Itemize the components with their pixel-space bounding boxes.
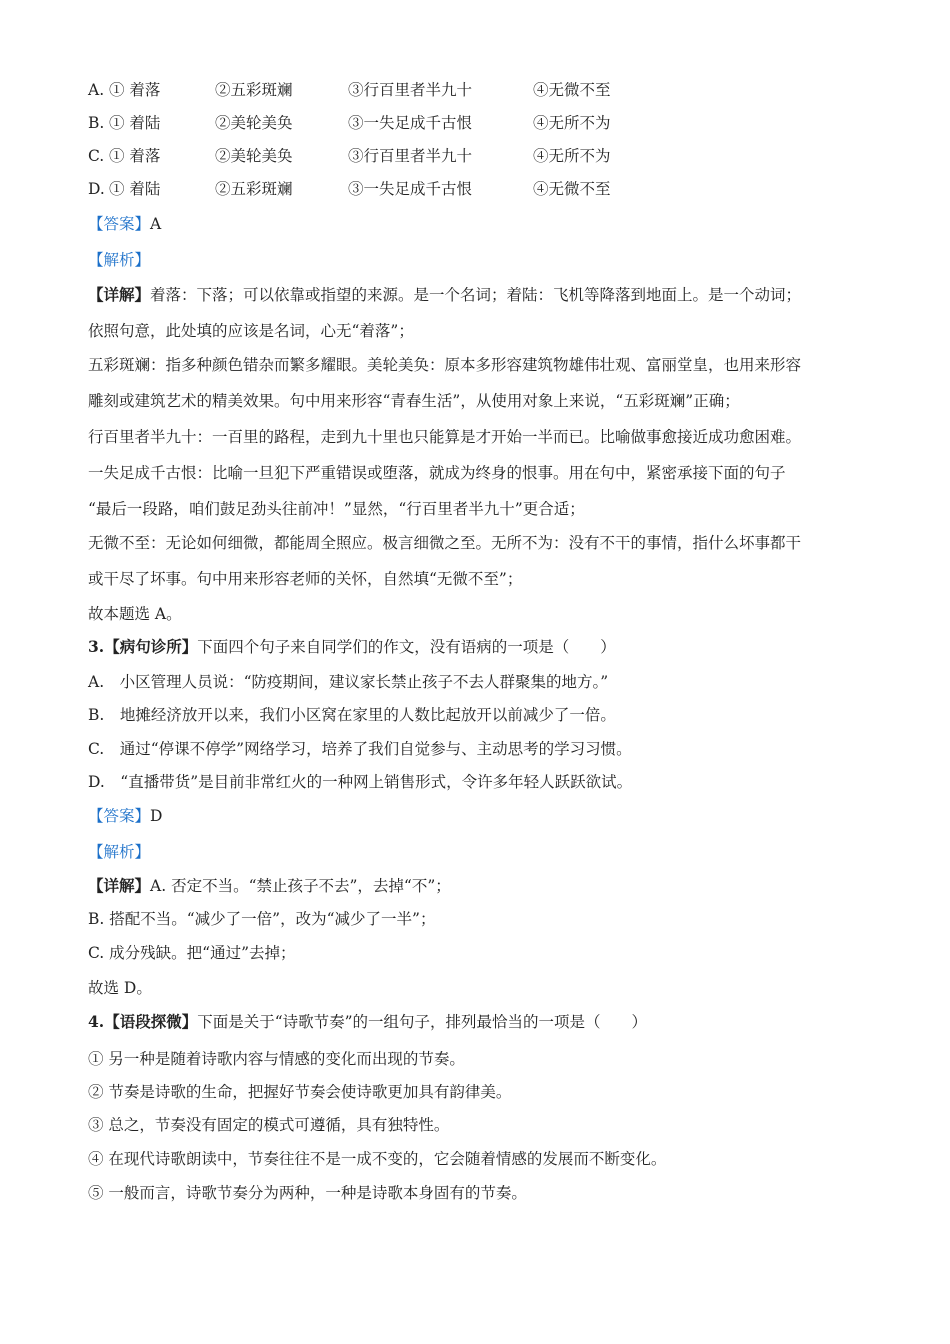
option-choice-1: ① 着落 <box>109 147 161 165</box>
option-choice-1: ① 着陆 <box>109 180 161 198</box>
option-choice-2: ②五彩斑斓 <box>215 81 293 99</box>
q2-detail-line-5: 行百里者半九十：一百里的路程，走到九十里也只能算是才开始一半而已。比喻做事愈接近成功愈困难。 <box>88 428 802 446</box>
q3-conclusion: 故选 D。 <box>88 979 152 997</box>
q3-detail-line-2: B. 搭配不当。“减少了一倍”，改为“减少了一半”； <box>88 910 436 928</box>
option-choice-4: ④无所不为 <box>533 114 611 132</box>
option-choice-1: ① 着落 <box>109 81 161 99</box>
option-choice-2: ②美轮美奂 <box>215 114 293 132</box>
q2-detail-line-2: 依照句意，此处填的应该是名词，心无“着落”； <box>88 322 414 340</box>
option-letter: B. <box>88 114 105 132</box>
q2-analysis-tag: 【解析】 <box>88 251 151 269</box>
option-letter: A. <box>88 81 105 99</box>
q3-analysis-tag: 【解析】 <box>88 843 151 861</box>
q4-sentence-1: ① 另一种是随着诗歌内容与情感的变化而出现的节奏。 <box>88 1050 465 1068</box>
question-tag: 【病句诊所】 <box>104 637 198 656</box>
option-choice-1: ① 着陆 <box>109 114 161 132</box>
q2-detail-line-9: 或干尽了坏事。句中用来形容老师的关怀，自然填“无微不至”； <box>88 570 523 588</box>
option-choice-3: ③一失足成千古恨 <box>348 114 473 132</box>
answer-tag: 【答案】 <box>88 807 151 825</box>
option-letter: D. <box>88 180 105 198</box>
q3-option-b: B. 地摊经济放开以来，我们小区窝在家里的人数比起放开以前减少了一倍。 <box>88 706 616 724</box>
q2-detail-line-7: “最后一段路，咱们鼓足劲头往前冲！”显然，“行百里者半九十”更合适； <box>88 500 585 518</box>
q3-answer <box>88 806 162 826</box>
detail-tag: 【详解】 <box>88 876 151 895</box>
option-choice-3: ③一失足成千古恨 <box>348 180 473 198</box>
detail-tag: 【详解】 <box>88 285 151 304</box>
option-letter: C. <box>88 147 105 165</box>
question-stem: 下面四个句子来自同学们的作文，没有语病的一项是（ ） <box>197 638 616 656</box>
detail-text: A. 否定不当。“禁止孩子不去”，去掉“不”； <box>150 877 451 895</box>
q4-sentence-4: ④ 在现代诗歌朗读中，节奏往往不是一成不变的，它会随着情感的发展而不断变化。 <box>88 1150 667 1168</box>
q2-detail-line-4: 雕刻或建筑艺术的精美效果。句中用来形容“青春生活”，从使用对象上来说，“五彩斑斓”正确； <box>88 392 740 410</box>
question-stem: 下面是关于“诗歌节奏”的一组句子，排列最恰当的一项是（ ） <box>197 1013 648 1031</box>
q2-detail-line-6: 一失足成千古恨：比喻一旦犯下严重错误或堕落，就成为终身的恨事。用在句中，紧密承接下面的句子 <box>88 464 786 482</box>
q2-detail-line-8: 无微不至：无论如何细微，都能周全照应。极言细微之至。无所不为：没有不干的事情，指什么坏事都干 <box>88 534 802 552</box>
q4-sentence-2: ② 节奏是诗歌的生命，把握好节奏会使诗歌更加具有韵律美。 <box>88 1083 512 1101</box>
option-choice-4: ④无微不至 <box>533 81 611 99</box>
option-choice-4: ④无所不为 <box>533 147 611 165</box>
q2-detail-line-3: 五彩斑斓：指多种颜色错杂而繁多耀眼。美轮美奂：原本多形容建筑物雄伟壮观、富丽堂皇，也用来形容 <box>88 356 802 374</box>
q3-option-a: A. 小区管理人员说：“防疫期间，建议家长禁止孩子不去人群聚集的地方。” <box>88 673 609 691</box>
q2-detail-line-1 <box>88 285 801 305</box>
answer-tag: 【答案】 <box>88 215 151 233</box>
q3-option-d: D. “直播带货”是目前非常红火的一种网上销售形式，令许多年轻人跃跃欲试。 <box>88 773 633 791</box>
q4-stem <box>88 1012 647 1032</box>
q3-stem <box>88 637 616 657</box>
q3-detail-line-1 <box>88 876 451 896</box>
q2-answer <box>88 214 161 234</box>
q2-conclusion: 故本题选 A。 <box>88 605 182 623</box>
q4-sentence-5: ⑤ 一般而言，诗歌节奏分为两种，一种是诗歌本身固有的节奏。 <box>88 1184 527 1202</box>
question-number: 3. <box>88 637 105 656</box>
question-tag: 【语段探微】 <box>104 1012 198 1031</box>
option-choice-4: ④无微不至 <box>533 180 611 198</box>
detail-text: 着落：下落；可以依靠或指望的来源。是一个名词；着陆：飞机等降落到地面上。是一个动词； <box>150 286 802 304</box>
q3-detail-line-3: C. 成分残缺。把“通过”去掉； <box>88 944 296 962</box>
answer-value: A <box>150 215 162 233</box>
q3-option-c: C. 通过“停课不停学”网络学习，培养了我们自觉参与、主动思考的学习习惯。 <box>88 740 632 758</box>
option-choice-2: ②五彩斑斓 <box>215 180 293 198</box>
option-choice-2: ②美轮美奂 <box>215 147 293 165</box>
q4-sentence-3: ③ 总之，节奏没有固定的模式可遵循，具有独特性。 <box>88 1116 450 1134</box>
option-choice-3: ③行百里者半九十 <box>348 81 473 99</box>
option-choice-3: ③行百里者半九十 <box>348 147 473 165</box>
question-number: 4. <box>88 1012 105 1031</box>
answer-value: D <box>150 807 163 825</box>
